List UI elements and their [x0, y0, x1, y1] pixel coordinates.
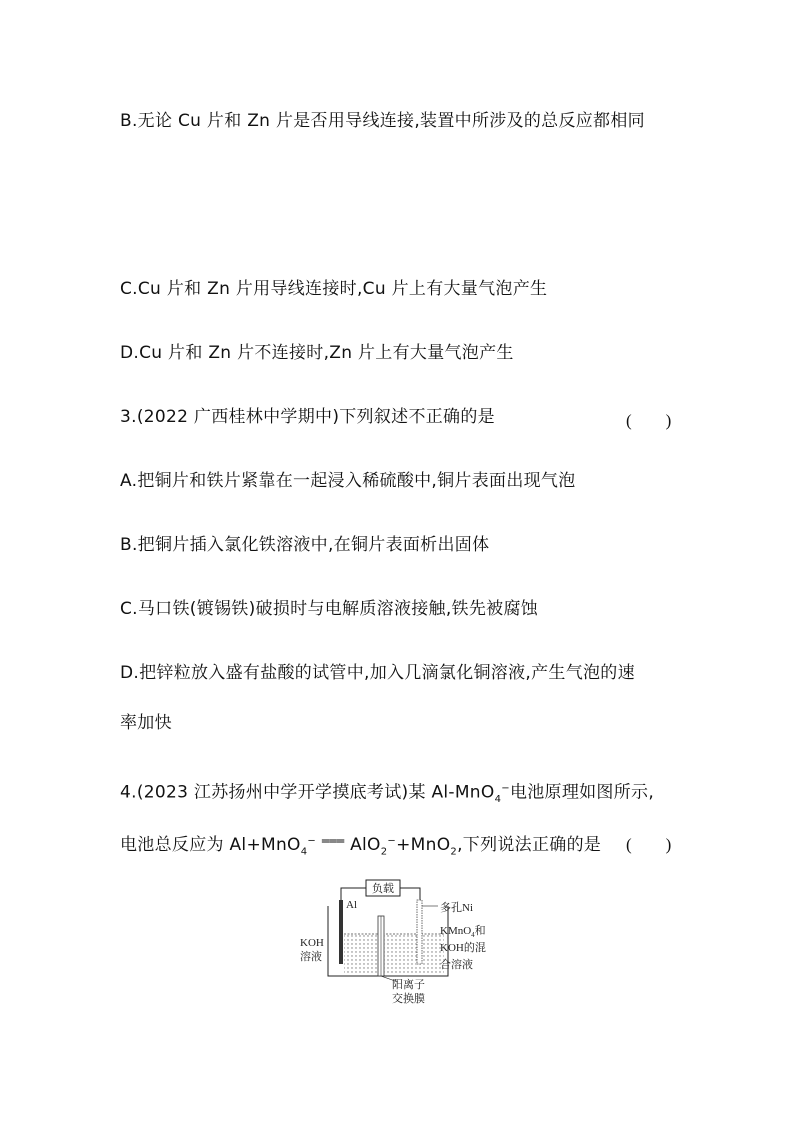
q4-line2-end: ,下列说法正确的是 [457, 835, 602, 855]
al-electrode [339, 900, 343, 964]
q2-option-d: D.Cu 片和 Zn 片不连接时,Zn 片上有大量气泡产生 [120, 343, 514, 363]
q3-stem: 3.(2022 广西桂林中学期中)下列叙述不正确的是 [120, 407, 495, 427]
q4-eq-sign: ═══ [321, 834, 345, 848]
electrolyte-solution [344, 934, 444, 974]
q3-answer-paren: ( ) [626, 411, 672, 430]
q4-sup-minus-b: − [307, 835, 317, 847]
q3-option-d-line2: 率加快 [120, 713, 172, 733]
ni-label: 多孔Ni [440, 902, 473, 914]
q4-stem-prefix: 4.(2023 江苏扬州中学开学摸底考试)某 Al-MnO [120, 782, 495, 803]
q4-sub-4: 4 [494, 794, 502, 806]
q4-sub-4b: 4 [300, 846, 308, 858]
mix-label-1: KMnO$_4$和 [440, 925, 486, 939]
koh-label-2: 溶液 [300, 951, 322, 963]
koh-label-1: KOH [300, 937, 324, 949]
q2-option-c: C.Cu 片和 Zn 片用导线连接时,Cu 片上有大量气泡产生 [120, 279, 548, 299]
q4-answer-paren: ( ) [626, 835, 672, 854]
q4-stem-suffix: 电池原理如图所示, [509, 782, 655, 803]
membrane-label-2: 交换膜 [392, 993, 425, 1005]
q4-sup-minus-c: − [387, 835, 397, 847]
q4-sub-2: 2 [380, 846, 388, 858]
q4-equation-line [120, 830, 601, 863]
battery-diagram [298, 878, 498, 1006]
q4-line2-prefix: 电池总反应为 Al+MnO [120, 835, 301, 855]
q3-option-c: C.马口铁(镀锡铁)破损时与电解质溶液接触,铁先被腐蚀 [120, 599, 539, 619]
mix-label-3: 合溶液 [440, 959, 473, 971]
q4-line2-mid: AlO [350, 835, 381, 855]
q3-option-b: B.把铜片插入氯化铁溶液中,在铜片表面析出固体 [120, 535, 490, 555]
al-label: Al [346, 899, 357, 911]
q3-option-d-line1: D.把锌粒放入盛有盐酸的试管中,加入几滴氯化铜溶液,产生气泡的速 [120, 663, 635, 683]
battery-diagram-svg [298, 878, 498, 1006]
ni-electrode [417, 900, 422, 964]
q4-sub-2b: 2 [450, 846, 458, 858]
q2-option-b: B.无论 Cu 片和 Zn 片是否用导线连接,装置中所涉及的总反应都相同 [120, 111, 645, 131]
q4-stem [120, 778, 654, 811]
q4-sup-minus: − [501, 783, 510, 794]
mix-label-2: KOH的混 [440, 942, 486, 954]
membrane-label-1: 阳离子 [392, 979, 425, 991]
load-label: 负载 [372, 883, 394, 895]
q3-option-a: A.把铜片和铁片紧靠在一起浸入稀硫酸中,铜片表面出现气泡 [120, 471, 576, 491]
q4-line2-tail: +MnO [396, 835, 451, 855]
